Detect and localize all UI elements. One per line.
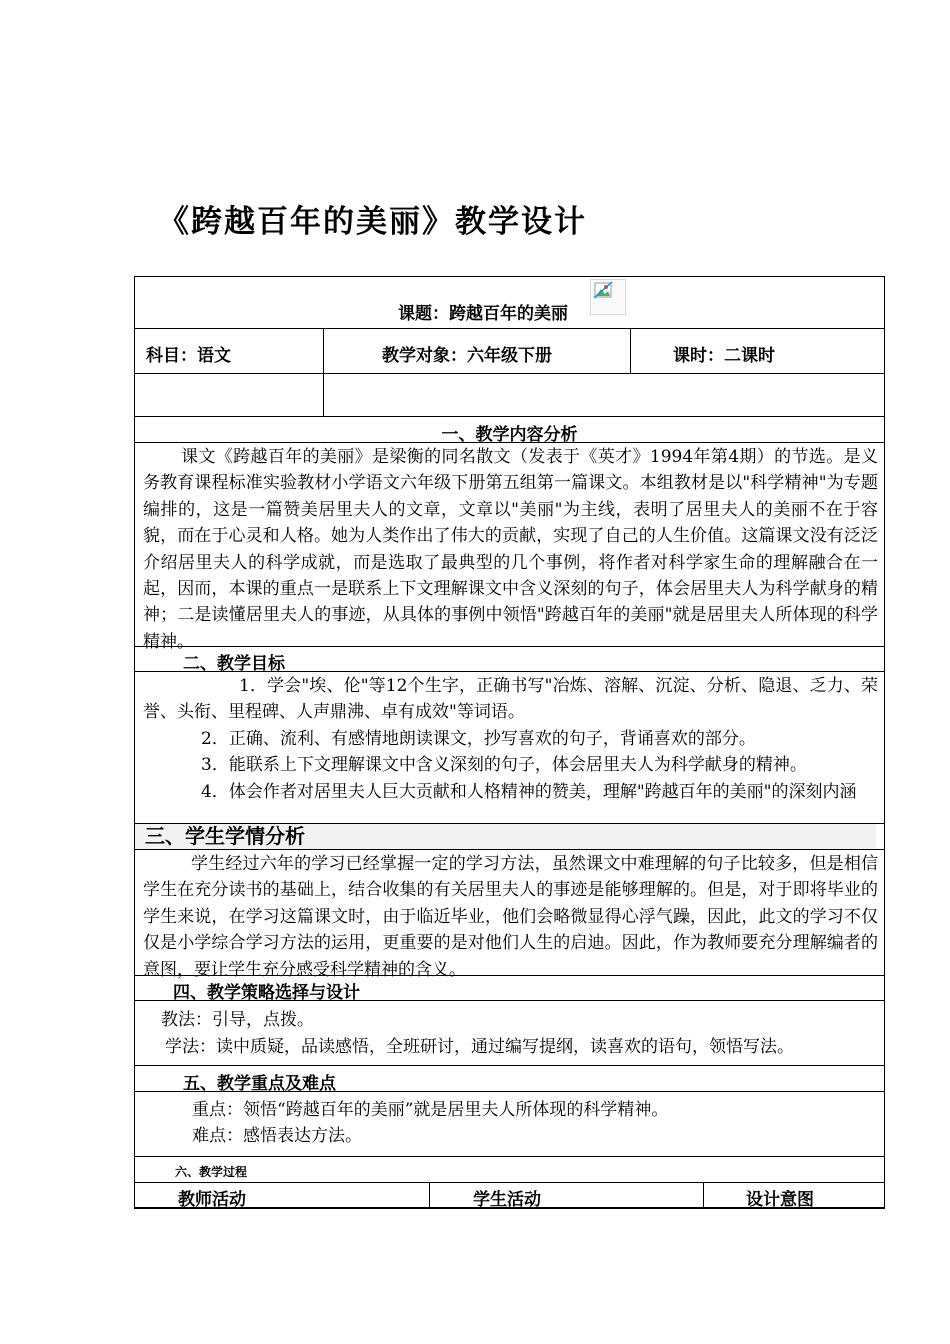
- design-intent-cell: [703, 1183, 886, 1210]
- strategy-heading: 四、教学策略选择与设计: [173, 983, 360, 1003]
- key-points-body-row: [134, 1091, 885, 1157]
- strategy-heading-row: [134, 975, 885, 1001]
- students-body-row: [134, 849, 885, 980]
- hours-cell: [630, 329, 886, 373]
- goal-item-4: 4．体会作者对居里夫人巨大贡献和人格精神的赞美，理解"跨越百年的美丽"的深刻内涵: [201, 781, 857, 802]
- info-row: [134, 328, 885, 374]
- key-points-heading-row: [134, 1065, 885, 1092]
- empty-row: [134, 373, 885, 417]
- students-heading: 三、学生学情分析: [135, 824, 876, 849]
- key-points-heading: 五、教学重点及难点: [183, 1074, 336, 1094]
- teach-method: 教法：引导，点拨。: [161, 1010, 314, 1030]
- learn-method: 学法：读中质疑，品读感悟，全班研讨，通过编写提纲，读喜欢的语句，领悟写法。: [165, 1037, 794, 1057]
- goal-item-2: 2．正确、流利、有感情地朗读课文，抄写喜欢的句子，背诵喜欢的部分。: [201, 728, 756, 749]
- design-intent-header: 设计意图: [746, 1190, 814, 1210]
- goals-body-row: [134, 671, 885, 824]
- subject-cell: [135, 329, 323, 373]
- process-columns-row: [134, 1182, 885, 1209]
- content-analysis-body-row: [134, 442, 885, 652]
- content-analysis-text: 课文《跨越百年的美丽》是梁衡的同名散文（发表于《英才》1994年第4期）的节选。是义务教育课程标准实验教材小学语文六年级下册第五组第一篇课文。本组教材是以"科学精神"为专题编排的，这是一篇赞美居里夫人的文章，文章以"美丽"为主线，表明了居里夫人的美丽不在于容貌，而在于心灵和人格。她为人类作出了伟大的贡献，实现了自己的人生价值。这篇课文没有泛泛介绍居里夫人的科学成就，而是选取了最典型的几个事例，将作者对科学家生命的理解融合在一起，因而，本课的重点一是联系上下文理解课文中含义深刻的句子，体会居里夫人为科学献身的精神；二是读懂居里夫人的事迹，从具体的事例中领悟"跨越百年的美丽"就是居里夫人所体现的科学精神。: [143, 447, 878, 652]
- goal-item-1: 1．学会"埃、伦"等12个生字，正确书写"冶炼、溶解、沉淀、分析、隐退、乏力、荣誉、头衔、里程碑、人声鼎沸、卓有成效"等词语。: [143, 676, 878, 723]
- student-activity-header: 学生活动: [473, 1190, 541, 1210]
- lesson-plan-table: [134, 276, 887, 1210]
- content-analysis-heading-row: [134, 416, 885, 443]
- difficult-point-text: 难点：感悟表达方法。: [192, 1126, 362, 1146]
- audience-cell: [323, 329, 630, 373]
- content-analysis-heading: 一、教学内容分析: [441, 425, 578, 445]
- document-title: 《跨越百年的美丽》教学设计: [158, 204, 587, 240]
- goals-heading: 二、教学目标: [183, 654, 285, 674]
- broken-image-icon: [590, 279, 626, 315]
- students-text: 学生经过六年的学习已经掌握一定的学习方法，虽然课文中难理解的句子比较多，但是相信学生在充分读书的基础上，结合收集的有关居里夫人的事迹是能够理解的。但是，对于即将毕业的学生来说，在学习这篇课文时，由于临近毕业，他们会略微显得心浮气躁，因此，此文的学习不仅仅是小学综合学习方法的运用，更重要的是对他们人生的启迪。因此，作为教师要充分理解编者的意图，要让学生充分感受科学精神的含义。: [143, 854, 878, 980]
- hours-text: 课时：二课时: [673, 346, 775, 366]
- students-heading-row: [134, 823, 885, 850]
- process-heading: 六、教学过程: [175, 1165, 248, 1179]
- subject-text: 科目：语文: [146, 346, 231, 366]
- strategy-body-row: [134, 1000, 885, 1066]
- topic-text: 课题：跨越百年的美丽: [398, 304, 568, 324]
- key-point-text: 重点：领悟“跨越百年的美丽”就是居里夫人所体现的科学精神。: [192, 1100, 669, 1120]
- goals-heading-row: [134, 646, 885, 672]
- teacher-activity-header: 教师活动: [178, 1190, 246, 1210]
- topic-row: [134, 276, 885, 329]
- process-heading-row: [134, 1156, 885, 1183]
- empty-row-divider: [323, 374, 324, 416]
- teacher-activity-cell: [135, 1183, 429, 1210]
- goal-item-3: 3．能联系上下文理解课文中含义深刻的句子，体会居里夫人为科学献身的精神。: [201, 755, 807, 776]
- audience-text: 教学对象：六年级下册: [382, 346, 552, 366]
- student-activity-cell: [429, 1183, 703, 1210]
